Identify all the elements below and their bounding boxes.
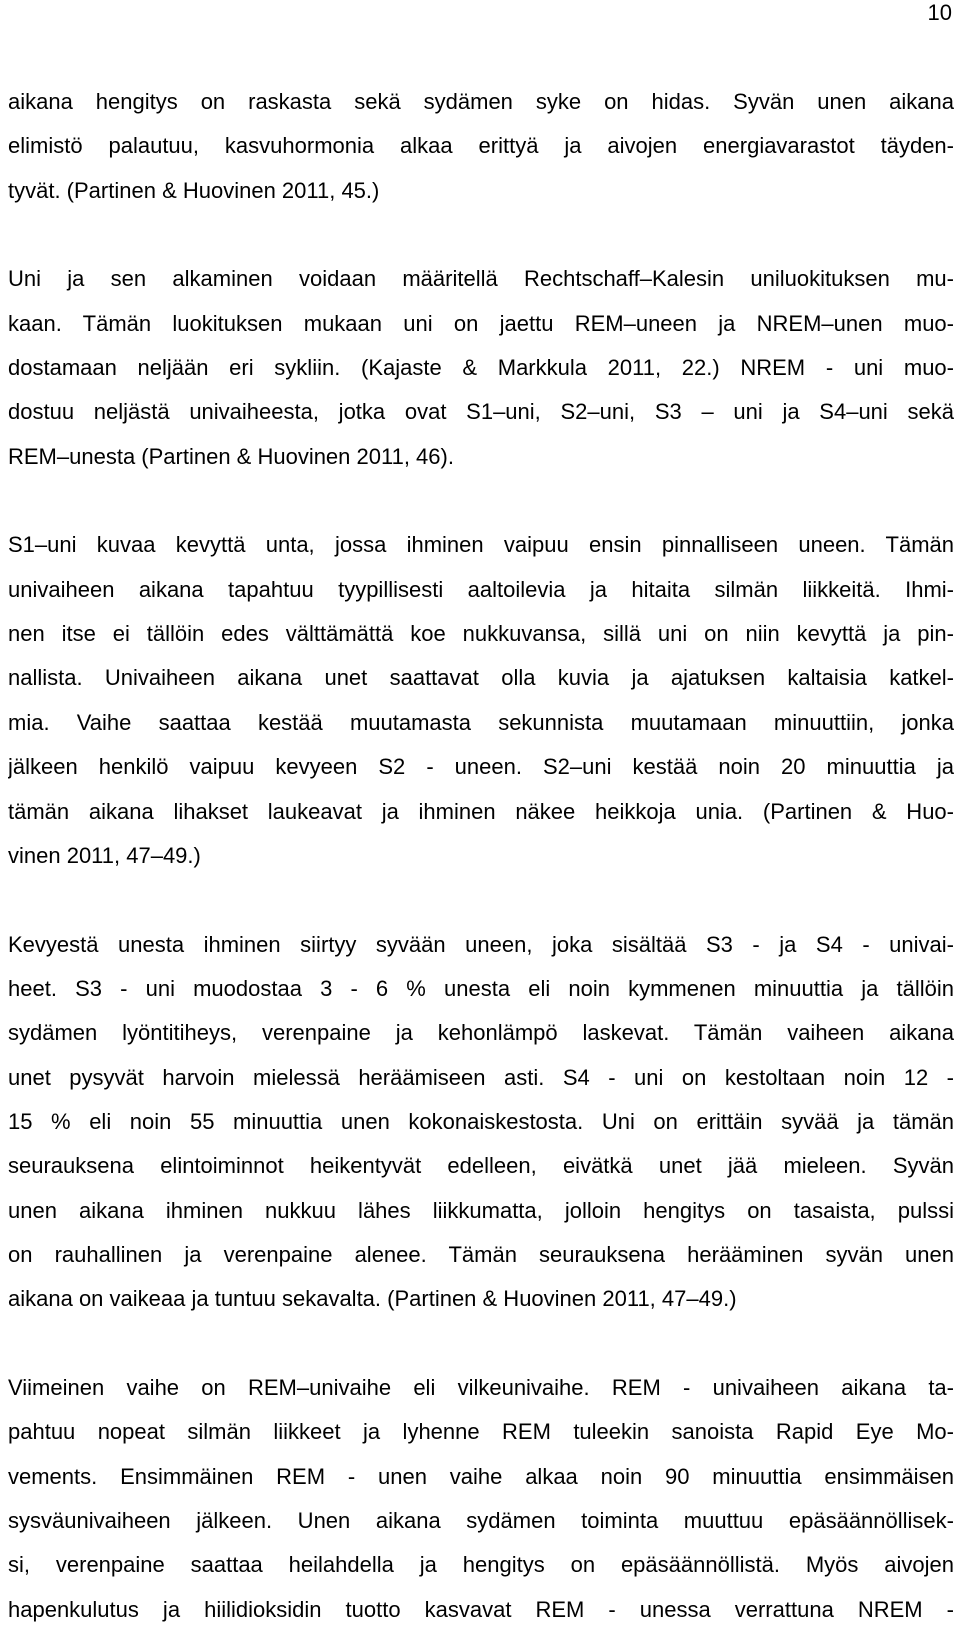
text-line: jälkeen henkilö vaipuu kevyeen S2 - uneen. S2–uni kestää noin 20 minuuttia ja (8, 754, 954, 780)
paragraph-gap (8, 878, 954, 922)
text-line: heet. S3 - uni muodostaa 3 - 6 % unesta eli noin kymmenen minuuttia ja tällöin (8, 975, 954, 1001)
text-line: REM–unesta (Partinen & Huovinen 2011, 46). (8, 443, 454, 469)
text-line: 15 % eli noin 55 minuuttia unen kokonaiskestosta. Uni on erittäin syvää ja tämän (8, 1108, 954, 1134)
text-line: si, verenpaine saattaa heilahdella ja hengitys on epäsäännöllistä. Myös aivojen (8, 1552, 954, 1578)
text-line: univaiheen aikana tapahtuu tyypillisesti aaltoilevia ja hitaita silmän liikkeitä. Ihmi- (8, 576, 954, 602)
text-line: on rauhallinen ja verenpaine alenee. Tämän seurauksena herääminen syvän unen (8, 1241, 954, 1267)
text-line: aikana on vaikeaa ja tuntuu sekavalta. (Partinen & Huovinen 2011, 47–49.) (8, 1286, 737, 1312)
text-line: unen aikana ihminen nukkuu lähes liikkumatta, jolloin hengitys on tasaista, pulssi (8, 1197, 954, 1223)
text-line: tämän aikana lihakset laukeavat ja ihminen näkee heikkoja unia. (Partinen & Huo- (8, 798, 954, 824)
text-line: nen itse ei tällöin edes välttämättä koe nukkuvansa, sillä uni on niin kevyttä ja pin- (8, 621, 954, 647)
text-line: seurauksena elintoiminnot heikentyvät edelleen, eivätkä unet jää mieleen. Syvän (8, 1153, 954, 1179)
text-line: nallista. Univaiheen aikana unet saattavat olla kuvia ja ajatuksen kaltaisia katkel- (8, 665, 954, 691)
text-line: vinen 2011, 47–49.) (8, 842, 201, 868)
text-line: S1–uni kuvaa kevyttä unta, jossa ihminen vaipuu ensin pinnalliseen uneen. Tämän (8, 532, 954, 558)
paragraph (8, 1366, 954, 1632)
text-line: hapenkulutus ja hiilidioksidin tuotto kasvavat REM - unessa verrattuna NREM - (8, 1596, 954, 1622)
text-line: sydämen lyöntitiheys, verenpaine ja kehonlämpö laskevat. Tämän vaiheen aikana (8, 1020, 954, 1046)
paragraph (8, 523, 954, 878)
text-line: dostamaan neljään eri sykliin. (Kajaste & Markkula 2011, 22.) NREM - uni muo- (8, 355, 954, 381)
paragraph (8, 257, 954, 479)
text-line: sysväunivaiheen jälkeen. Unen aikana sydämen toiminta muuttuu epäsäännöllisek- (8, 1508, 954, 1533)
text-line: Viimeinen vaihe on REM–univaihe eli vilkeunivaihe. REM - univaiheen aikana ta- (8, 1374, 954, 1400)
text-line: dostuu neljästä univaiheesta, jotka ovat S1–uni, S2–uni, S3 – uni ja S4–uni sekä (8, 399, 954, 425)
text-line: elimistö palautuu, kasvuhormonia alkaa erittyä ja aivojen energiavarastot täyden- (8, 133, 954, 159)
text-line: Uni ja sen alkaminen voidaan määritellä Rechtschaff–Kalesin uniluokituksen mu- (8, 266, 954, 292)
document-body (8, 80, 954, 1632)
text-line: mia. Vaihe saattaa kestää muutamasta sekunnista muutamaan minuuttiin, jonka (8, 709, 954, 735)
page-number: 10 (927, 0, 952, 25)
paragraph-gap (8, 479, 954, 523)
text-line: kaan. Tämän luokituksen mukaan uni on jaettu REM–uneen ja NREM–unen muo- (8, 310, 954, 336)
text-line: aikana hengitys on raskasta sekä sydämen syke on hidas. Syvän unen aikana (8, 89, 954, 114)
paragraph (8, 80, 954, 213)
text-line: pahtuu nopeat silmän liikkeet ja lyhenne REM tuleekin sanoista Rapid Eye Mo- (8, 1419, 954, 1445)
paragraph-gap (8, 1322, 954, 1366)
text-line: vements. Ensimmäinen REM - unen vaihe alkaa noin 90 minuuttia ensimmäisen (8, 1463, 954, 1489)
paragraph (8, 923, 954, 1322)
paragraph-gap (8, 213, 954, 257)
text-line: tyvät. (Partinen & Huovinen 2011, 45.) (8, 177, 380, 203)
text-line: Kevyestä unesta ihminen siirtyy syvään uneen, joka sisältää S3 - ja S4 - univai- (8, 931, 954, 957)
text-line: unet pysyvät harvoin mielessä heräämiseen asti. S4 - uni on kestoltaan noin 12 - (8, 1064, 954, 1090)
